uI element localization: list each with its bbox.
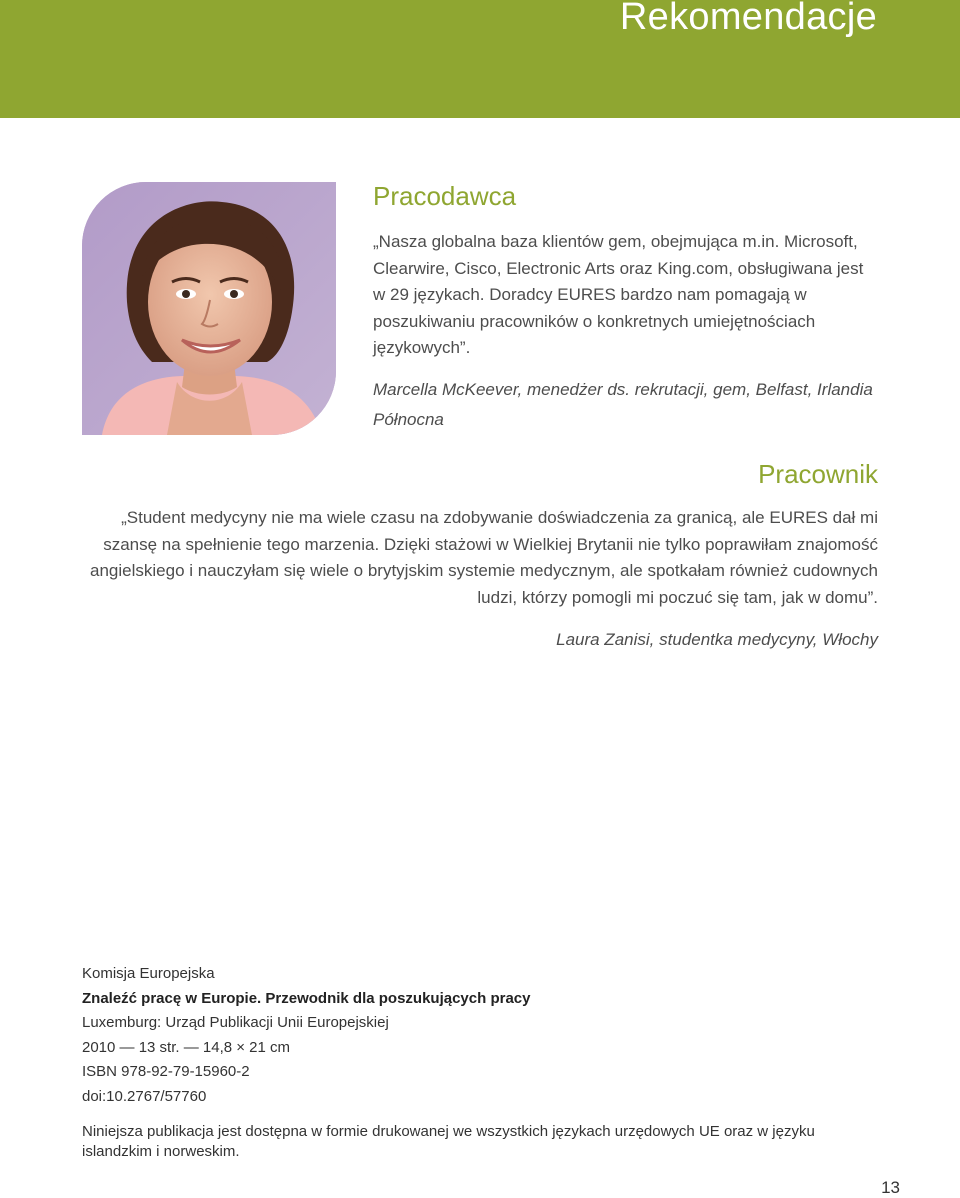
employer-attribution: Marcella McKeever, menedżer ds. rekrutacji, gem, Belfast, Irlandia Północna xyxy=(373,380,873,429)
employee-heading: Pracownik xyxy=(758,459,878,489)
imprint-place: Luxemburg: Urząd Publikacji Unii Europejskiej xyxy=(82,1014,389,1031)
imprint-publisher: Komisja Europejska xyxy=(82,965,215,982)
employee-attribution: Laura Zanisi, studentka medycyny, Włochy xyxy=(556,630,878,649)
imprint-details: 2010 — 13 str. — 14,8 × 21 cm xyxy=(82,1038,291,1056)
employer-heading: Pracodawca xyxy=(373,181,517,211)
portrait-photo-graphic xyxy=(82,182,336,435)
header-band xyxy=(0,0,960,118)
imprint-isbn: ISBN 978-92-79-15960-2 xyxy=(82,1063,250,1080)
portrait-photo xyxy=(82,182,336,435)
page-title: Rekomendacje xyxy=(619,0,877,38)
language-availability-notice: Niniejsza publikacja jest dostępna w formie drukowanej we wszystkich językach urzędowych UE oraz w języku islandzkim i norweskim. xyxy=(82,1123,815,1160)
imprint-title: Znaleźć pracę w Europie. Przewodnik dla poszukujących pracy xyxy=(82,989,531,1007)
employee-quote: „Student medycyny nie ma wiele czasu na zdobywanie doświadczenia za granicą, ale EURES dał mi szansę na spełnienie tego marzenia. Dzięki stażowi w Wielkiej Brytanii nie tylko poprawiłam znajomość angielskiego i nauczyłam się wiele o brytyjskim systemie medycznym, ale spotkałam również cudownych ludzi, którzy pomogli mi poczuć się tam, jak w domu”. xyxy=(90,508,878,607)
employer-quote: „Nasza globalna baza klientów gem, obejmująca m.in. Microsoft, Clearwire, Cisco, Electronic Arts oraz King.com, obsługiwana jest w 29 językach. Doradcy EURES bardzo nam pomagają w poszukiwaniu pracowników o konkretnych umiejętnościach językowych”. xyxy=(373,232,864,357)
imprint-block xyxy=(82,962,882,1109)
page-number: 13 xyxy=(881,1178,900,1197)
imprint-doi: doi:10.2767/57760 xyxy=(82,1087,207,1105)
